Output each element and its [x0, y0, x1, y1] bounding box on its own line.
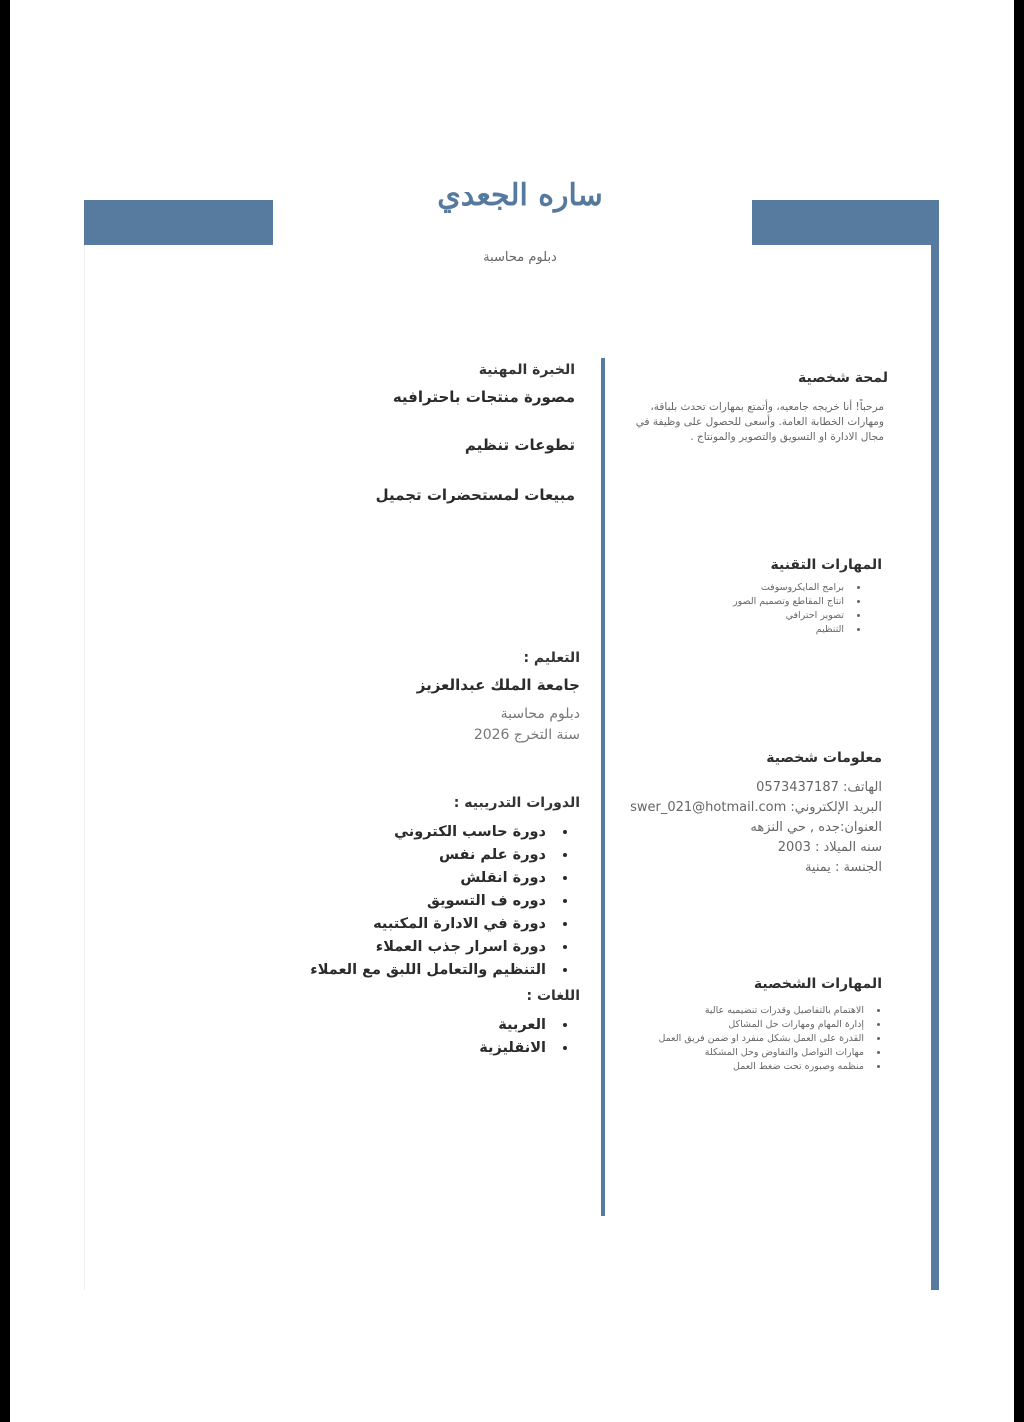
profile-line: مرحباً! أنا خريجه جامعيه، وأتمتع بمهارات تحدث بلباقة، — [650, 401, 884, 413]
list-item: • التنظيم — [620, 623, 848, 637]
course-item: • دورة علم نفس — [300, 844, 552, 867]
soft-skills-section — [620, 976, 882, 1074]
language-item: • الانقليزية — [300, 1037, 552, 1060]
page-border — [84, 245, 85, 1290]
experience-item: مبيعات لمستحضرات تجميل — [375, 486, 575, 504]
education-title: التعليم : — [523, 650, 580, 666]
experience-section — [300, 362, 575, 504]
experience-title: الخبرة المهنية — [478, 362, 575, 378]
list-item: • انتاج المقاطع وتصميم الصور — [620, 595, 848, 609]
phone-line: الهاتف: 0573437187 — [756, 780, 882, 795]
email-value: swer_021@hotmail.com — [630, 800, 787, 815]
language-item: • العربية — [300, 1014, 552, 1037]
list-item: • تصوير احترافي — [620, 609, 848, 623]
personal-info-section — [620, 750, 882, 878]
right-vertical-rule — [931, 245, 939, 1290]
list-item: • إدارة المهام ومهارات حل المشاكل — [620, 1018, 868, 1032]
header-bar-left — [84, 200, 273, 245]
profile-section — [620, 370, 888, 445]
soft-skills-title: المهارات الشخصية — [753, 976, 882, 992]
candidate-name: ساره الجعدي — [437, 178, 603, 213]
birth-line: سنه الميلاد : 2003 — [777, 840, 882, 855]
address-line: العنوان:جده , حي النزهه — [750, 820, 882, 835]
course-item: • دورة اسرار جذب العملاء — [300, 936, 552, 959]
list-item: • القدرة على العمل بشكل منفرد او ضمن فريق العمل — [620, 1032, 868, 1046]
personal-info-title: معلومات شخصية — [766, 750, 882, 766]
profile-line: ومهارات الخطابة العامة. وأسعى للحصول على وظيفة في — [635, 416, 884, 428]
languages-section — [300, 988, 580, 1060]
nationality-line: الجنسة : يمنية — [804, 860, 882, 875]
course-item: • التنظيم والتعامل اللبق مع العملاء — [300, 959, 552, 982]
languages-title: اللغات : — [526, 988, 580, 1004]
courses-section — [300, 795, 580, 982]
graduation-year: سنة التخرج 2026 — [473, 727, 580, 743]
column-divider — [601, 358, 605, 1216]
list-item: • الاهتمام بالتفاصيل وقدرات تنضيميه عالية — [620, 1004, 868, 1018]
profile-title: لمحة شخصية — [798, 370, 888, 386]
courses-title: الدورات التدريبيه : — [453, 795, 580, 811]
email-line — [620, 798, 882, 818]
education-section — [300, 650, 580, 746]
experience-item: تطوعات تنظيم — [464, 436, 575, 454]
tech-skills-section — [620, 557, 882, 637]
profile-line: مجال الادارة او التسويق والتصوير والمونتاج . — [690, 431, 884, 443]
candidate-title: دبلوم محاسبة — [483, 250, 557, 265]
degree: دبلوم محاسبة — [500, 706, 580, 722]
email-label: البريد الإلكتروني: — [790, 800, 882, 815]
list-item: • منظمه وصبوره تحت ضغط العمل — [620, 1060, 868, 1074]
list-item: • مهارات التواصل والتفاوض وحل المشكلة — [620, 1046, 868, 1060]
header-bar-right — [752, 200, 939, 245]
experience-item: مصورة منتجات باحترافيه — [392, 388, 575, 406]
tech-skills-title: المهارات التقنية — [770, 557, 882, 573]
course-item: • دورة انقلش — [300, 867, 552, 890]
course-item: • دورة حاسب الكتروني — [300, 821, 552, 844]
list-item: • برامج المايكروسوفت — [620, 581, 848, 595]
course-item: • دورة في الادارة المكتبيه — [300, 913, 552, 936]
university-name: جامعة الملك عبدالعزيز — [416, 676, 580, 694]
course-item: • دوره ف التسويق — [300, 890, 552, 913]
